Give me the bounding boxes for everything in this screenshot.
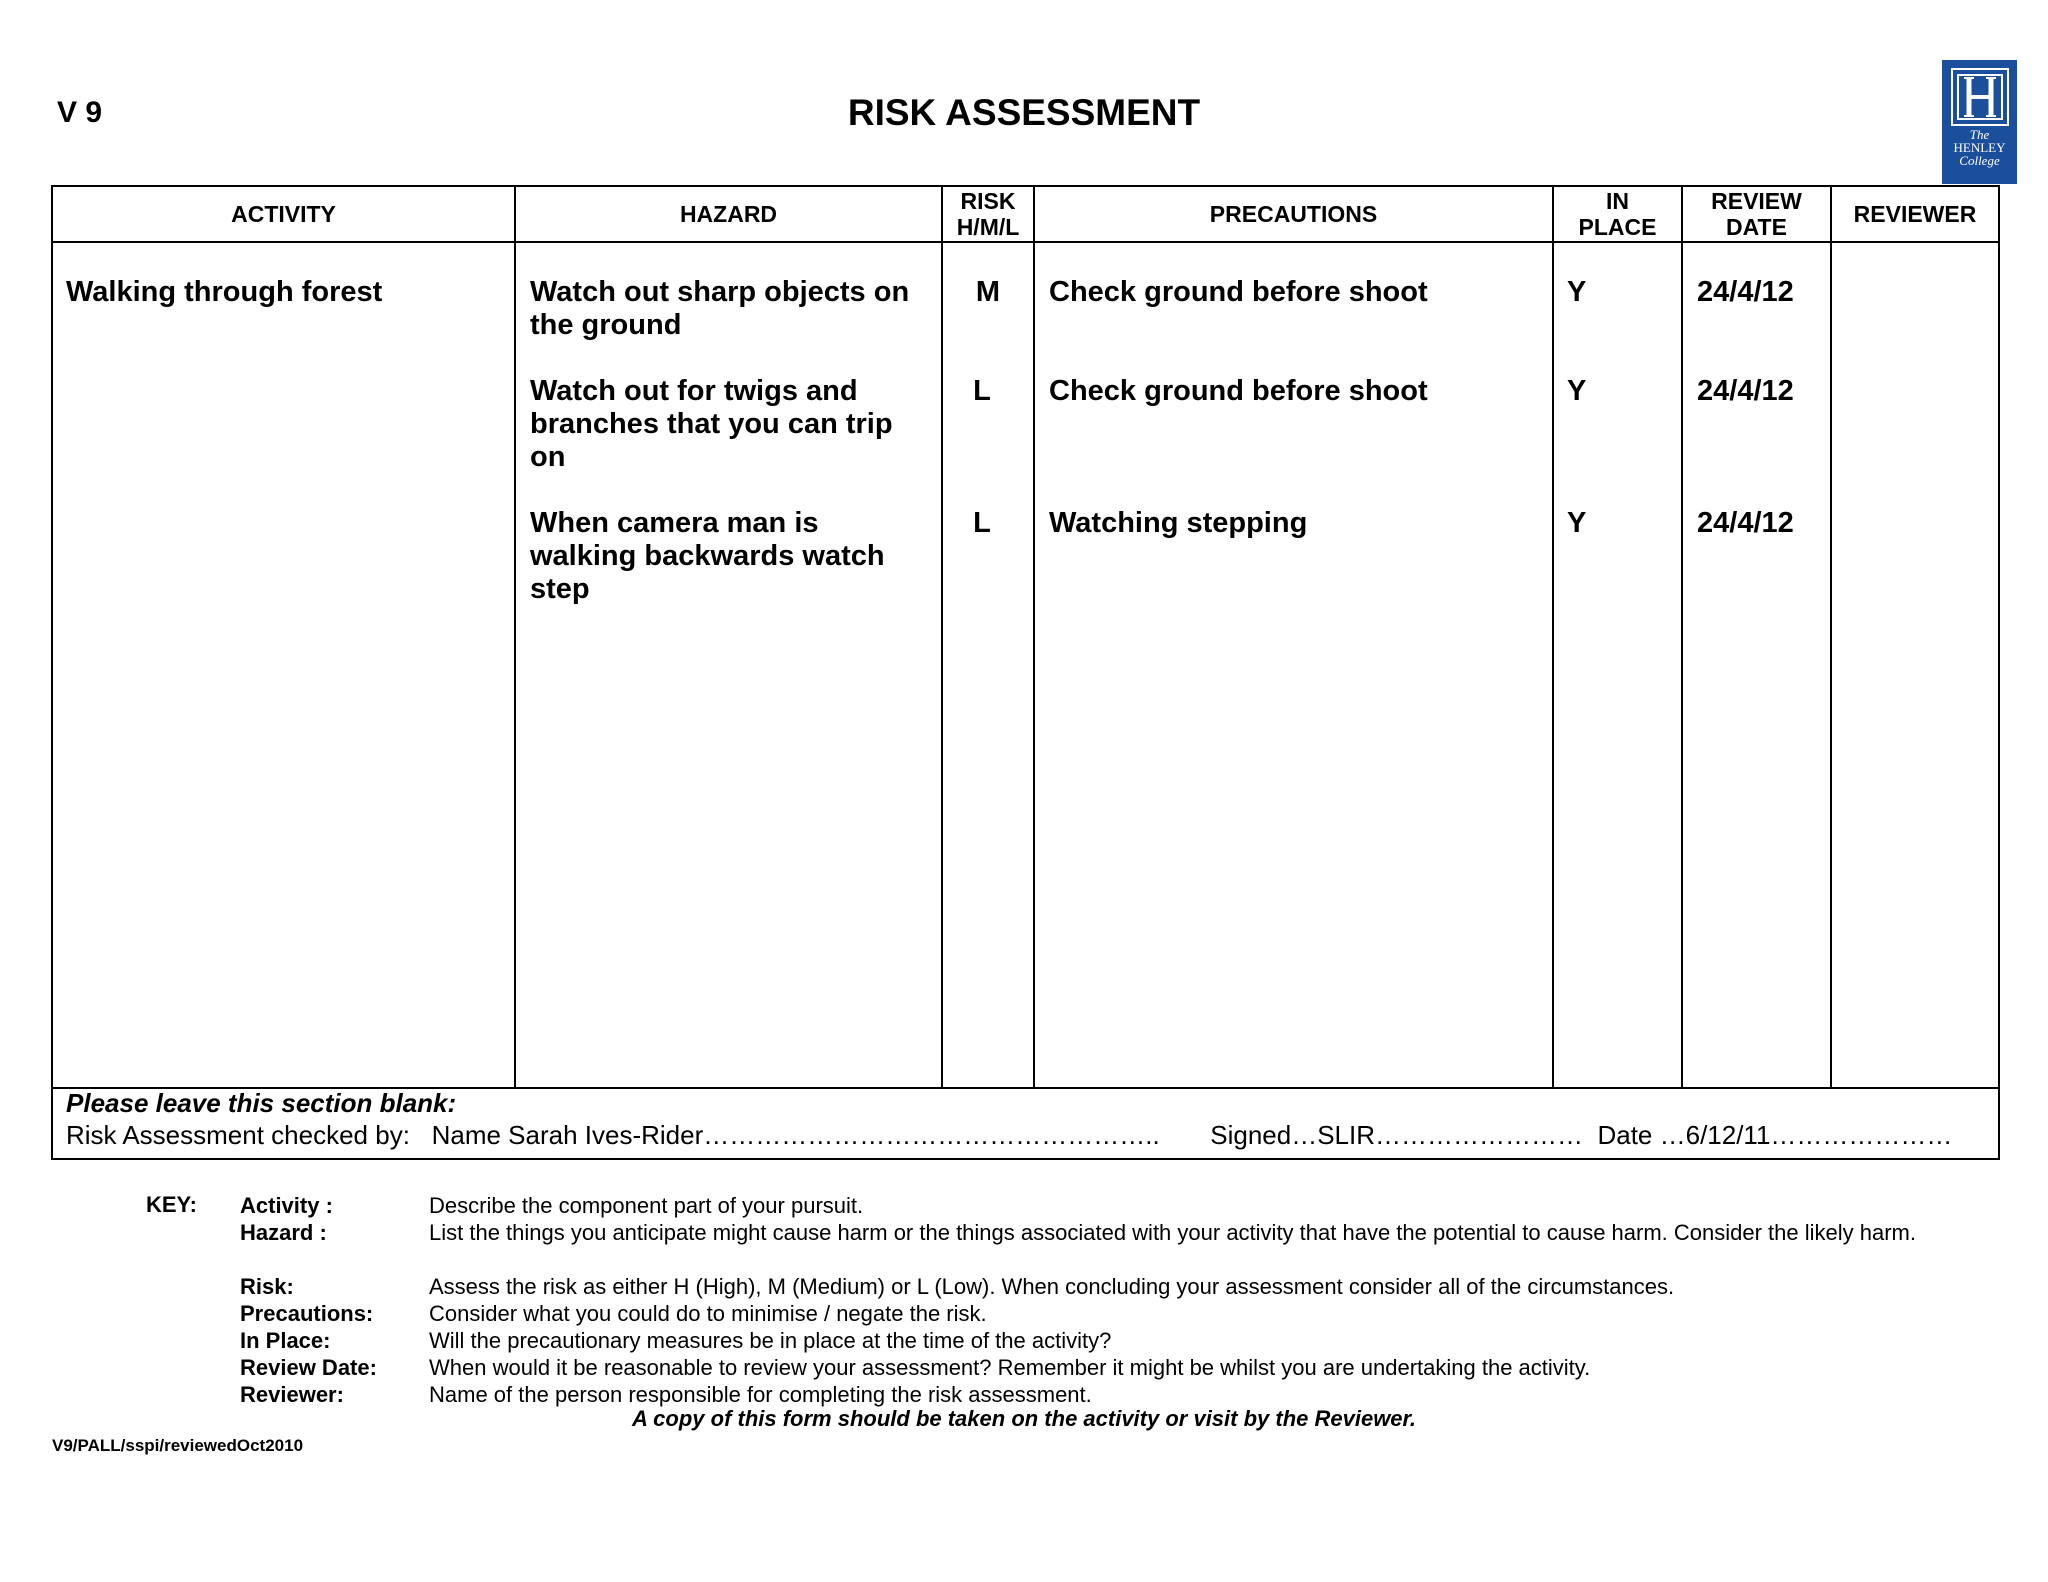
header-in-place-line1: IN [1606,188,1629,214]
header-reviewer: REVIEWER [1853,201,1977,227]
activity-cell: Walking through forest [66,276,383,308]
review-date-cell-3: 24/4/12 [1697,507,1794,539]
risk-cell-2: L [973,375,991,407]
hazard-cell-2: Watch out for twigs and branches that you can trip on [530,375,893,473]
header-review-date [1682,186,1831,242]
footnote: A copy of this form should be taken on the activity or visit by the Reviewer. [631,1406,1417,1431]
in-place-cell-1: Y [1567,276,1587,308]
header-risk [942,186,1034,242]
header-in-place-line2: PLACE [1578,214,1657,240]
key-term-review-date: Review Date: [240,1355,377,1380]
version-label: V 9 [57,96,103,129]
header-review-date-line2: DATE [1726,214,1787,240]
form-reference: V9/PALL/sspi/reviewedOct2010 [52,1436,304,1455]
key-term-activity: Activity : [240,1193,333,1218]
risk-cell-1: M [975,276,1001,308]
review-date-cell-1: 24/4/12 [1697,276,1794,308]
page-title: RISK ASSESSMENT [847,92,1201,133]
key-desc-risk: Assess the risk as either H (High), M (Medium) or L (Low). When concluding your assessment consider all of the circumstances. [429,1274,1675,1299]
key-term-in-place: In Place: [240,1328,331,1353]
header-risk-line1: RISK [960,188,1016,214]
key-term-hazard: Hazard : [240,1220,327,1245]
review-date-cell-2: 24/4/12 [1697,375,1794,407]
key-desc-activity: Describe the component part of your pursuit. [429,1193,864,1218]
key-term-risk: Risk: [240,1274,294,1299]
header-in-place [1553,186,1682,242]
precaution-cell-2: Check ground before shoot [1049,375,1428,407]
logo-text-the: The [1969,127,1990,142]
header-precautions: PRECAUTIONS [1209,201,1378,227]
in-place-cell-3: Y [1567,507,1587,539]
logo-text-college: College [1959,153,2000,168]
key-term-reviewer: Reviewer: [240,1382,344,1407]
h-monogram-icon [1949,66,2011,128]
key-desc-hazard: List the things you anticipate might cause harm or the things associated with your activity that have the potential to cause harm. Consider the likely harm. [429,1220,1916,1245]
key-desc-precautions: Consider what you could do to minimise / negate the risk. [429,1301,987,1326]
key-term-precautions: Precautions: [240,1301,374,1326]
header-activity: ACTIVITY [231,201,336,227]
header-review-date-line1: REVIEW [1711,188,1802,214]
precaution-cell-3: Watching stepping [1049,507,1308,539]
key-desc-review-date: When would it be reasonable to review your assessment? Remember it might be whilst you are undertaking the activity. [429,1355,1591,1380]
header-hazard: HAZARD [679,201,778,227]
key-label: KEY: [146,1192,197,1217]
header-risk-line2: H/M/L [956,214,1020,240]
logo-text-henley: HENLEY [1953,140,2006,155]
key-desc-in-place: Will the precautionary measures be in place at the time of the activity? [429,1328,1112,1353]
college-logo [1942,60,2017,184]
hazard-cell-3: When camera man is walking backwards watch step [530,507,885,605]
hazard-cell-1: Watch out sharp objects on the ground [530,276,910,341]
key-desc-reviewer: Name of the person responsible for completing the risk assessment. [429,1382,1092,1407]
blank-section-note: Please leave this section blank: [66,1088,457,1118]
in-place-cell-2: Y [1567,375,1587,407]
precaution-cell-1: Check ground before shoot [1049,276,1428,308]
risk-cell-3: L [973,507,991,539]
checked-by-line: Risk Assessment checked by: Name Sarah Ives-Rider…………………………………………….. Signed…SLIR…………………… Date …6/12/11………………… [66,1120,1953,1150]
